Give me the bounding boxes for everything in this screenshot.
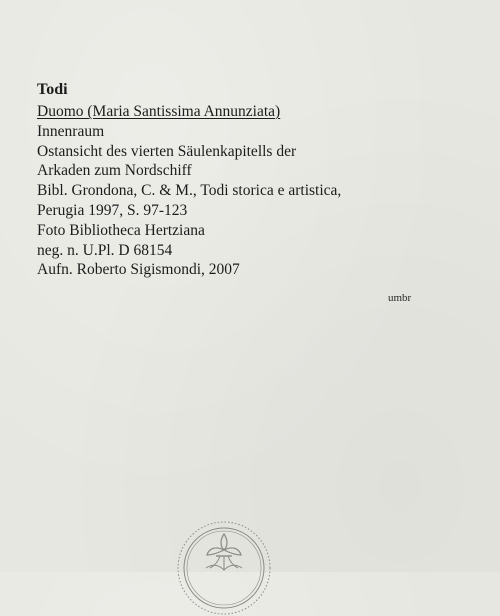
photo-source-line: Foto Bibliotheca Hertziana — [37, 221, 205, 239]
region-tag: umbr — [388, 292, 412, 304]
building-name: Duomo (Maria Santissima Annunziata) — [37, 103, 281, 120]
negative-number-line: neg. n. U.Pl. D 68154 — [37, 241, 173, 259]
description-line-1: Innenraum — [37, 122, 105, 140]
library-seal-icon — [176, 520, 272, 616]
bibliography-line-1: Bibl. Grondona, C. & M., Todi storica e artistica, — [37, 182, 342, 200]
bibliography-line-2: Perugia 1997, S. 97-123 — [37, 201, 188, 219]
photographer-line: Aufn. Roberto Sigismondi, 2007 — [37, 261, 240, 279]
description-line-3: Arkaden zum Nordschiff — [37, 162, 192, 180]
description-line-2: Ostansicht des vierten Säulenkapitells der — [37, 142, 297, 160]
catalog-card-text — [37, 80, 477, 280]
place-title: Todi — [37, 81, 68, 98]
